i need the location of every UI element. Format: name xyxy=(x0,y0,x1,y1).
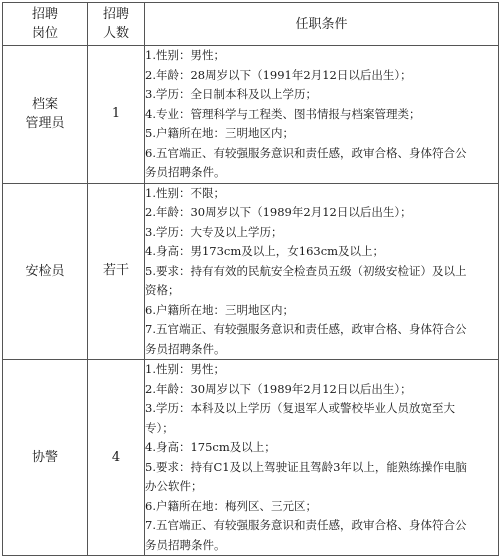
requirement-line: 4.身高：175cm及以上； xyxy=(145,440,276,454)
requirement-line: 务员招聘条件。 xyxy=(145,341,226,356)
requirements-cell xyxy=(145,46,499,184)
requirement-line: 7.五官端正、有较强服务意识和责任感，政审合格、身体符合公 xyxy=(145,518,467,532)
position-cell xyxy=(3,360,88,556)
requirement-line: 3.学历：本科及以上学历（复退军人或警校毕业人员放宽至大 xyxy=(145,401,455,415)
requirement-line: 1.性别：男性； xyxy=(145,362,225,376)
requirement-line: 4.专业：管理科学与工程类、图书情报与档案管理类； xyxy=(145,106,421,121)
table-row xyxy=(3,46,499,184)
requirement-line: 4.身高：男173cm及以上，女163cm及以上； xyxy=(145,244,385,258)
position-name-line: 安检员 xyxy=(25,263,65,279)
requirement-line: 1.性别：男性； xyxy=(145,48,225,62)
headcount-cell: 若干 xyxy=(88,183,145,360)
position-name-line: 档案 xyxy=(31,96,58,112)
headcount-cell: 4 xyxy=(88,360,145,556)
header-row xyxy=(3,3,499,46)
header-count xyxy=(88,3,145,46)
header-position-line-1: 招聘 xyxy=(31,6,58,22)
requirements-cell xyxy=(145,360,499,556)
requirement-line: 2.年龄：30周岁以下（1989年2月12日以后出生）； xyxy=(145,381,412,396)
requirement-line: 务员招聘条件。 xyxy=(145,165,226,179)
requirement-line: 7.五官端正、有较强服务意识和责任感，政审合格、身体符合公 xyxy=(145,322,467,336)
header-count-line-1: 招聘 xyxy=(102,6,129,22)
position-name-line: 管理员 xyxy=(25,116,65,132)
requirement-line: 2.年龄：28周岁以下（1991年2月12日以后出生）； xyxy=(145,67,412,82)
requirement-line: 专）； xyxy=(145,420,174,435)
position-cell xyxy=(3,46,88,184)
requirement-line: 5.要求：持有C1及以上驾驶证且驾龄3年以上，能熟练操作电脑 xyxy=(145,459,467,474)
header-count-line-2: 人数 xyxy=(102,26,129,41)
requirement-line: 3.学历：大专及以上学历； xyxy=(145,224,283,239)
requirement-line: 务员招聘条件。 xyxy=(145,537,226,552)
position-name-line: 协警 xyxy=(31,449,58,465)
requirement-line: 6.户籍所在地：三明地区内； xyxy=(145,302,294,317)
requirement-line: 资格； xyxy=(145,283,180,297)
requirement-line: 6.户籍所在地：梅列区、三元区； xyxy=(145,498,317,513)
header-requirements: 任职条件 xyxy=(145,3,499,46)
requirement-line: 6.五官端正、有较强服务意识和责任感，政审合格、身体符合公 xyxy=(145,145,467,160)
position-cell xyxy=(3,183,88,360)
requirement-line: 5.要求：持有有效的民航安全检查员五级（初级安检证）及以上 xyxy=(145,263,467,278)
table-row xyxy=(3,183,499,360)
requirement-line: 5.户籍所在地：三明地区内； xyxy=(145,126,294,140)
requirement-line: 1.性别：不限； xyxy=(145,185,225,200)
header-position-line-2: 岗位 xyxy=(31,26,58,41)
requirements-cell xyxy=(145,183,499,360)
requirement-line: 办公软件； xyxy=(145,479,203,493)
requirement-line: 3.学历：全日制本科及以上学历； xyxy=(145,87,317,101)
recruitment-table xyxy=(2,2,499,556)
headcount-cell: 1 xyxy=(88,46,145,184)
table-row xyxy=(3,360,499,556)
requirement-line: 2.年龄：30周岁以下（1989年2月12日以后出生）； xyxy=(145,205,412,219)
header-position xyxy=(3,3,88,46)
table-body xyxy=(3,46,499,556)
